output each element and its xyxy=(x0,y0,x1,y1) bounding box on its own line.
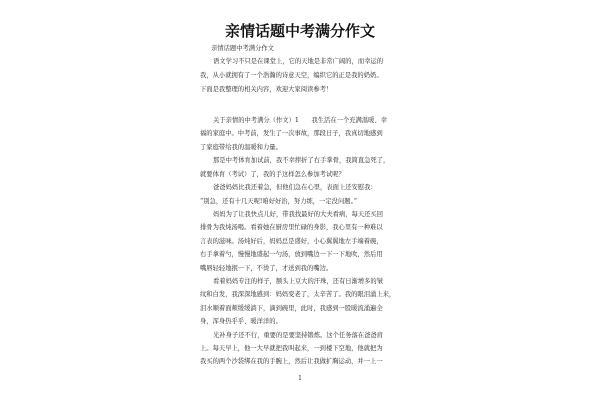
body-line: 我买的两个沙袋绑在我的手腕上，然后让我做扩胸运动，并一上一 xyxy=(200,358,383,365)
body-line: 爸爸妈妈比我还着急，但他们急在心里，表面上还安慰我： xyxy=(213,184,377,191)
body-line: 我，从小就拥有了一个浩瀚的诗意天空，编织它的正是我的奶奶。 xyxy=(200,72,383,79)
body-line: 排骨为我炖汤喝。看着她在厨房里忙碌的身影，我心里有一种难以 xyxy=(200,224,383,231)
body-line: 嘴唇轻轻地抿一下，不烫了，才送到我的嘴边。 xyxy=(200,265,333,272)
body-line: 关于亲情的中考满分（作文）1 我生活在一个充满温暖、幸 xyxy=(213,117,388,124)
body-line: 上。每天早上，他一大早就把我叫起来，一到楼下空地，他就把为 xyxy=(200,345,383,352)
body-line: 右手拿着勺，慢慢地盛起一勺汤，放到嘴边一下一下地吹，然后用 xyxy=(200,251,383,258)
body-line: 身，浑身热乎乎、暖洋洋的。 xyxy=(200,318,282,325)
body-line: 语文学习不只是在课堂上，它的天地是非常广阔的，而幸运的 xyxy=(213,58,384,65)
body-line: 那是中考体育加试前，我不幸摔折了右手掌骨，我简直急死了， xyxy=(213,157,390,164)
body-line: 下面是我整理的相关内容，欢迎大家阅读参考！ xyxy=(200,86,333,93)
document-title: 亲情话题中考满分作文 xyxy=(224,22,375,40)
page-number: 1 xyxy=(298,375,302,382)
body-line: 言表的滋味。汤炖好后，妈妈总是盛好，小心翼翼地左手端着碗， xyxy=(200,238,383,245)
body-line: 了家庭带给我的温暖和力量。 xyxy=(200,144,282,151)
body-line: “别急，还有十几天呢!咱好好治，努力练，一定没问题。” xyxy=(200,198,357,205)
body-line: 纹和白发，我深深地感到：妈妈变老了，太辛苦了。我的眼泪涌上来， xyxy=(200,291,396,298)
body-line-subtitle: 亲情话题中考满分作文 xyxy=(211,45,274,52)
body-line: 光补身子还不行，重要的是要坚持锻炼。这个任务落在爸爸肩 xyxy=(213,332,384,339)
body-line: 福的家庭中。中考前，发生了一次事故，那段日子，我真切地感到 xyxy=(200,130,383,137)
body-line: 看着妈妈专注的样子，额头上豆大的汗珠，还有日渐增多的皱 xyxy=(213,278,384,285)
body-line: 妈妈为了让我快点儿好，带我找最好的大夫看病，每天还买回 xyxy=(213,211,384,218)
body-line: 泪水顺着面颊缓缓淌下，滴到碗里，此时，我感到一股暖流涌遍全 xyxy=(200,305,383,312)
document-body xyxy=(200,0,425,400)
body-line: 就要体育（考试）了，我的手这样怎么参加考试呢？ xyxy=(200,171,345,178)
